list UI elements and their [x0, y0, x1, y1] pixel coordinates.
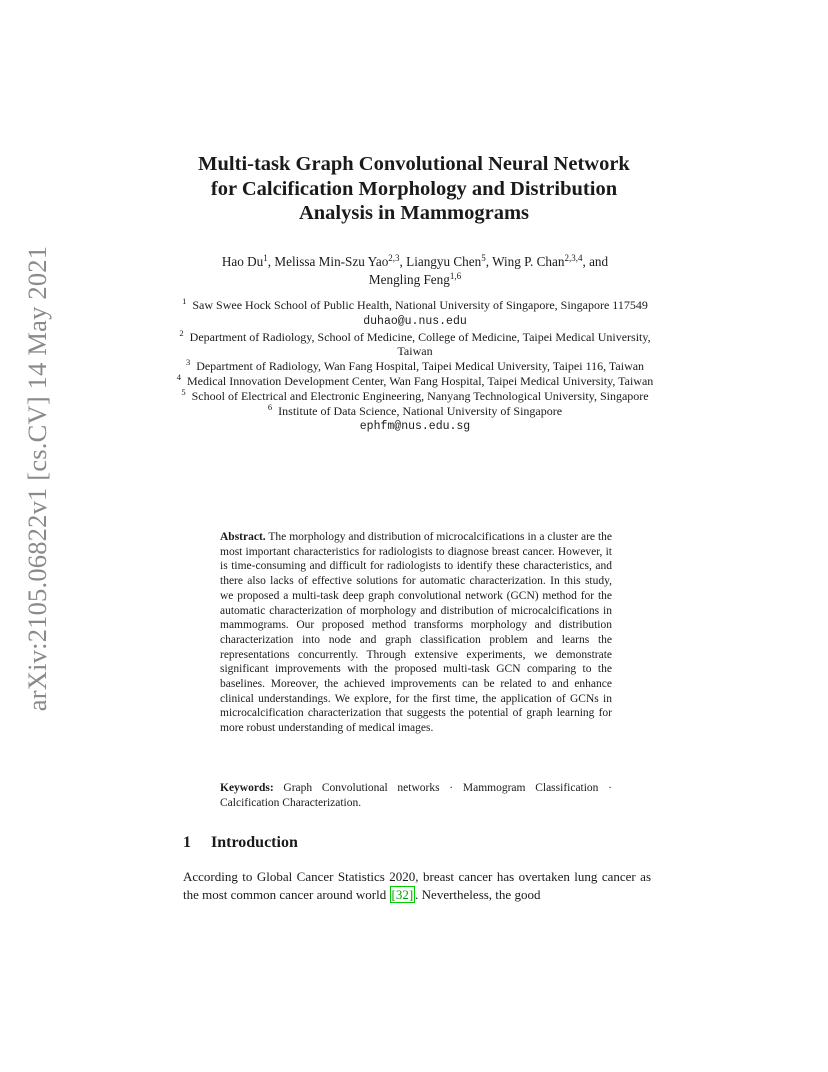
author: Hao Du$^1$ [221, 253, 268, 269]
affiliation-item: $^6$ Institute of Data Science, National University of Singapore ephfm@nus.edu.sg [267, 401, 563, 434]
author: Melissa Min-Szu Yao$^{2,3}$ [274, 253, 400, 269]
affiliation-item: $^4$ Medical Innovation Development Center, Wan Fang Hospital, Taipei Medical University, Taiwan [176, 371, 654, 388]
keywords [220, 781, 612, 810]
title-line-2: for Calcification Morphology and Distribution [210, 177, 618, 200]
citation-link[interactable]: [32] [391, 886, 414, 902]
abstract [220, 530, 612, 736]
affiliation-item: $^2$ Department of Radiology, School of Medicine, College of Medicine, Taipei Medical University, Taiwan [179, 327, 651, 359]
author: Liangyu Chen$^5$ [406, 253, 486, 269]
abstract-label: Abstract. [220, 531, 266, 543]
section-heading [183, 834, 298, 852]
section-number: 1 [183, 834, 191, 851]
email-link[interactable]: ephfm@nus.edu.sg [359, 420, 471, 434]
affiliation-item: $^3$ Department of Radiology, Wan Fang Hospital, Taipei Medical University, Taipei 116, Taiwan [185, 357, 645, 374]
author: Mengling Feng$^{1,6}$ [368, 270, 462, 287]
affiliation-item: $^1$ Saw Swee Hock School of Public Health, National University of Singapore, Singapore 117549 duhao@u.nus.edu [182, 296, 648, 328]
abstract-text: The morphology and distribution of microcalcifications in a cluster are the most important characteristics for radiologists to diagnose breast cancer. However, it is time-consuming and difficult for radiologists to identify these characteristics, and there also lacks of effective solutions for automatic characterization. In this study, we proposed a multi-task deep graph convolutional network (GCN) method for the automatic characterization of morphology and distribution of microcalcifications in mammograms. Our proposed method transforms morphology and distribution characterization into node and graph classification problem and learns the representations concurrently. Through extensive experiments, we demonstrate significant improvements with the proposed multi-task GCN comparing to the baselines. Moreover, the achieved improvements can be related to and enhance clinical understandings. We explore, for the first time, the application of GCNs in microcalcification characterization that suggests the potential of graph learning for more robust understanding of medical images. [220, 531, 612, 735]
arxiv-watermark [18, 245, 58, 711]
paper-title [150, 152, 678, 226]
author: Wing P. Chan$^{2,3,4}$ [492, 253, 583, 269]
intro-paragraph: According to Global Cancer Statistics 2020, breast cancer has overtaken lung cancer as the most common cancer around world [32] . Nevertheless, the good [183, 869, 651, 902]
affiliation-item: $^5$ School of Electrical and Electronic Engineering, Nanyang Technological University, Singapore [181, 386, 649, 403]
title-line-3: Analysis in Mammograms [298, 202, 530, 224]
email-link[interactable]: duhao@u.nus.edu [363, 314, 467, 328]
keywords-label: Keywords: [220, 782, 274, 794]
section-title: Introduction [211, 834, 298, 851]
arxiv-identifier: arXiv:2105.06822v1 [cs.CV] 14 May 2021 [22, 245, 53, 711]
title-line-1: Multi-task Graph Convolutional Neural Network [198, 153, 630, 175]
keywords-text: Graph Convolutional networks · Mammogram Classification · Calcification Characterization. [220, 782, 612, 809]
author-list: Hao Du$^1$, Melissa Min-Szu Yao$^{2,3}$, Liangyu Chen$^5$, Wing P. Chan$^{2,3,4}$, and Mengling Feng$^{1,6}$ [221, 253, 609, 287]
affiliation-list [175, 298, 655, 435]
